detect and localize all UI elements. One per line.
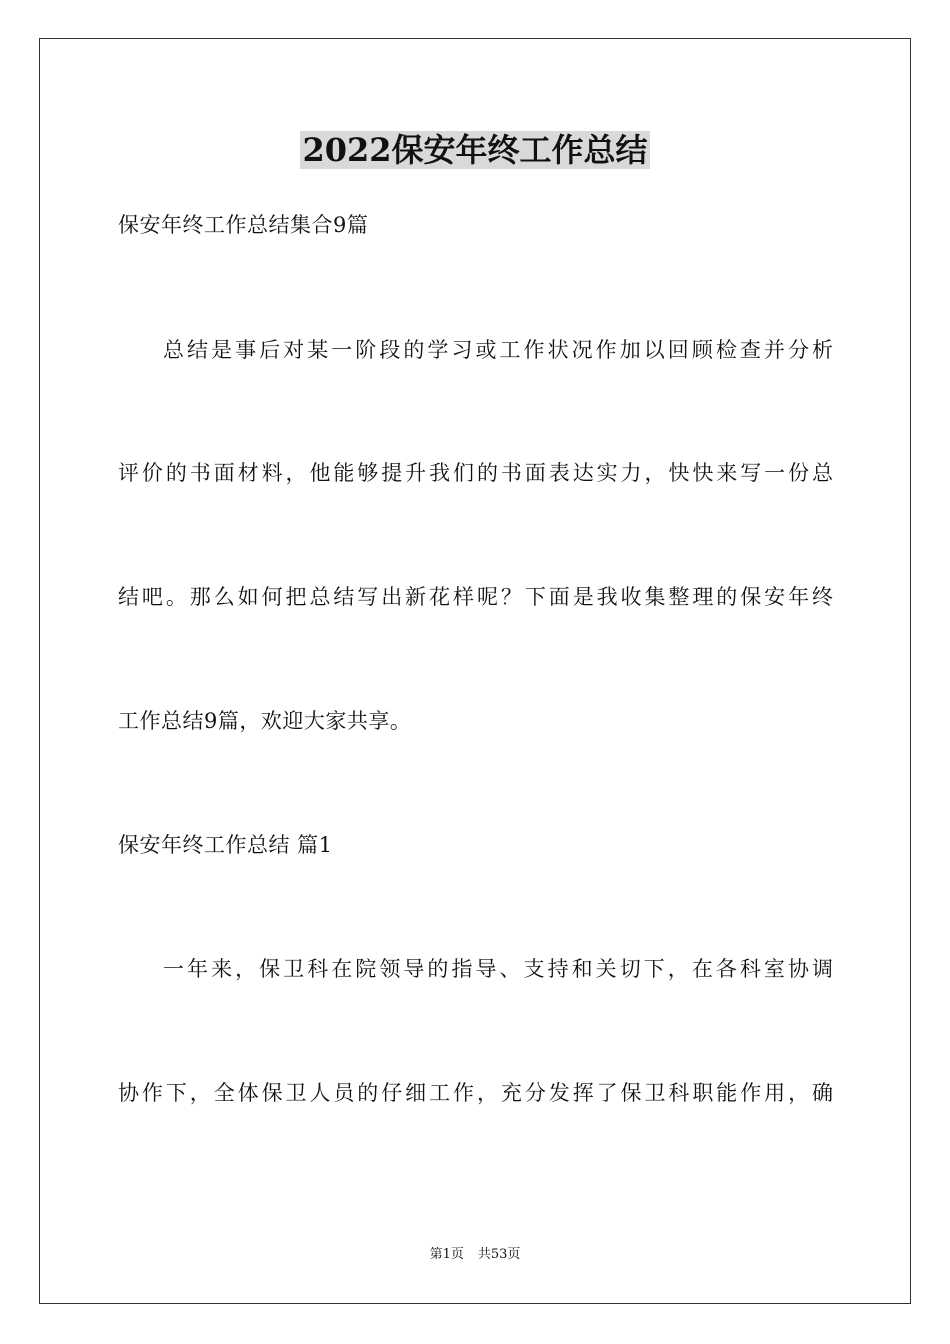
page-footer [0, 1246, 950, 1264]
page-number: 第1页 [429, 1247, 464, 1262]
paragraph-line: 工作总结9篇，欢迎大家共享。 [118, 709, 412, 733]
paragraph-line: 结吧。那么如何把总结写出新花样呢？下面是我收集整理的保安年终 [118, 585, 833, 609]
total-pages: 共53页 [477, 1247, 521, 1262]
document-subtitle: 保安年终工作总结集合9篇 [118, 213, 369, 237]
section-heading: 保安年终工作总结 篇1 [118, 833, 333, 857]
paragraph-line: 一年来，保卫科在院领导的指导、支持和关切下，在各科室协调 [163, 957, 833, 981]
document-title-text: 2022保安年终工作总结 [302, 131, 648, 169]
document-title [0, 128, 950, 172]
paragraph-line: 评价的书面材料，他能够提升我们的书面表达实力，快快来写一份总 [118, 461, 833, 485]
paragraph-line: 协作下，全体保卫人员的仔细工作，充分发挥了保卫科职能作用，确 [118, 1081, 833, 1105]
paragraph-line: 总结是事后对某一阶段的学习或工作状况作加以回顾检查并分析 [163, 338, 833, 362]
